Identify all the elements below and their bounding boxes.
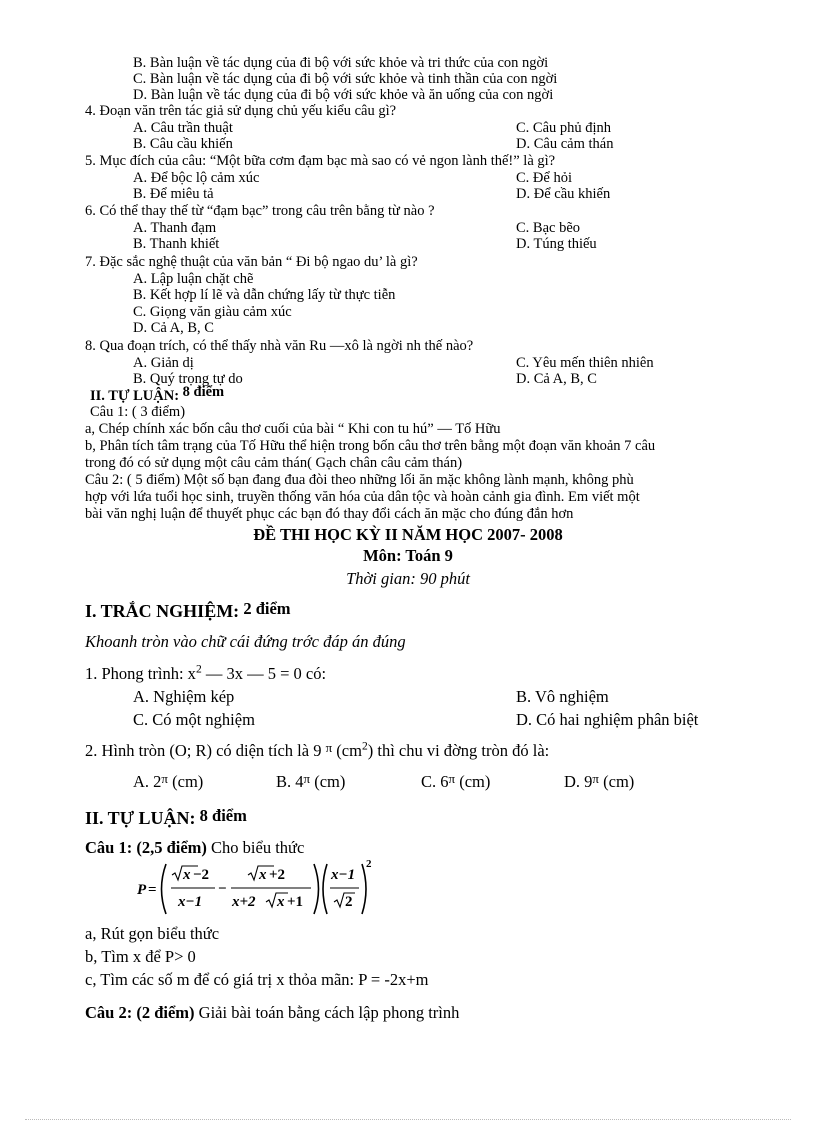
essay1-cau2-line1: Câu 2: ( 5 điểm) Một số bạn đang đua đòi theo những lối ăn mặc không lành mạnh, không phù — [85, 472, 634, 488]
pi-symbol: π — [303, 771, 311, 786]
essay-heading-2 — [85, 806, 247, 828]
math-cau2 — [85, 1005, 459, 1022]
q7-option-d: D. Cả A, B, C — [133, 320, 214, 336]
formula-paren-right-2 — [362, 864, 366, 914]
formula-num1: x — [183, 867, 191, 883]
math-cau1-a: a, Rút gọn biểu thức — [85, 924, 220, 943]
essay1-cau1-a: a, Chép chính xác bốn câu thơ cuối của bài “ Khi con tu hú” — Tố Hữu — [85, 421, 501, 437]
mc-q1-option-a: A. Nghiệm kép — [133, 687, 235, 706]
mc-q2-option-c-value: C. 6 — [421, 772, 449, 791]
formula-num1-tail: −2 — [193, 867, 210, 883]
formula-paren-right — [314, 864, 319, 914]
exam-subject: Môn: Toán 9 — [363, 546, 453, 565]
essay-heading-1 — [90, 384, 225, 404]
formula-paren-left-2 — [323, 864, 327, 914]
q6-option-b: B. Thanh khiết — [133, 236, 220, 252]
q5-option-b: B. Để miêu tả — [133, 186, 214, 202]
formula-p — [135, 858, 375, 920]
q7-question: 7. Đặc sắc nghệ thuật của văn bản “ Đi bộ ngao du’ là gì? — [85, 254, 418, 270]
math-cau2-label: Câu 2: (2 điểm) — [85, 1003, 195, 1022]
formula-den3: 2 — [345, 894, 353, 910]
mc-q2-option-a — [133, 771, 204, 791]
mc-q2-option-d-value: D. 9 — [564, 772, 593, 791]
q8-option-a: A. Giản dị — [133, 355, 194, 371]
mc-heading — [85, 599, 291, 621]
formula-num2-tail: +2 — [269, 867, 286, 883]
q7-option-b: B. Kết hợp lí lẽ và dẫn chứng lấy từ thực tiễn — [133, 287, 396, 303]
formula-num3: x−1 — [331, 867, 356, 883]
formula-minus: − — [218, 881, 227, 897]
formula-paren-left — [162, 864, 167, 914]
pi-symbol: π — [325, 740, 333, 755]
mc-q2-option-d-unit: (cm) — [599, 772, 635, 791]
q6-question: 6. Có thể thay thế từ “đạm bạc” trong câu trên bằng từ nào ? — [85, 203, 435, 219]
q8-option-d: D. Cả A, B, C — [516, 371, 597, 387]
q7-option-c: C. Giọng văn giàu cảm xúc — [133, 304, 292, 320]
formula-equals: = — [148, 882, 157, 898]
mc-q2-option-c-unit: (cm) — [455, 772, 491, 791]
mc-q2-suffix: ) thì chu vi đờng tròn đó là: — [367, 741, 550, 760]
q5-option-a: A. Để bộc lộ cảm xúc — [133, 170, 260, 186]
formula-den2-root: x — [277, 894, 285, 910]
mc-q2-option-a-unit: (cm) — [168, 772, 204, 791]
essay1-cau2-line2: hợp với lứa tuổi học sinh, truyền thống văn hóa của dân tộc và hoàn cảnh gia đình. Em viết một — [85, 489, 640, 505]
essay1-cau1-title: Câu 1: ( 3 điểm) — [90, 404, 186, 420]
mc-q2-unit: (cm — [332, 741, 362, 760]
pi-symbol: π — [161, 771, 168, 786]
q8-question: 8. Qua đoạn trích, có thể thấy nhà văn Ru —xô là ngời nh thế nào? — [85, 338, 474, 354]
mc-q1-prefix: 1. Phong trình: x — [85, 664, 196, 683]
q4-option-b: B. Câu cầu khiến — [133, 136, 233, 152]
mc-heading-label: I. TRẮC NGHIỆM: — [85, 601, 240, 621]
mc-q2-option-c — [421, 771, 491, 791]
q6-option-c: C. Bạc bẽo — [516, 220, 581, 236]
mc-q2-exponent: 2 — [361, 740, 368, 753]
q5-option-c: C. Để hỏi — [516, 170, 572, 186]
q4-option-a: A. Câu trần thuật — [133, 120, 233, 136]
math-cau1-b: b, Tìm x để P> 0 — [85, 947, 196, 966]
q7-option-a: A. Lập luận chặt chẽ — [133, 271, 254, 287]
formula-den2-tail: +1 — [287, 894, 304, 910]
formula-den2-pre: x+2 — [232, 894, 256, 910]
q5-option-d: D. Để cầu khiến — [516, 186, 611, 202]
mc-q1-question — [85, 663, 327, 683]
essay1-cau1-b-line2: trong đó có sử dụng một câu cảm thán( Gạch chân câu cảm thán) — [85, 455, 463, 471]
mc-q2-option-b — [276, 771, 346, 791]
formula-power: 2 — [366, 858, 372, 870]
q3-option-c: C. Bàn luận về tác dụng của đi bộ với sức khỏe và tinh thần của con ngời — [133, 71, 558, 87]
mc-instruction: Khoanh tròn vào chữ cái đứng trớc đáp án đúng — [85, 632, 406, 651]
q5-question: 5. Mục đích của câu: “Một bữa cơm đạm bạc mà sao có vẻ ngon lành thế!” là gì? — [85, 153, 556, 169]
mc-heading-points: 2 điểm — [243, 599, 291, 618]
mc-q2-question — [85, 740, 550, 760]
mc-q2-prefix: 2. Hình tròn (O; R) có diện tích là 9 — [85, 741, 322, 760]
math-cau2-text: Giải bài toán bằng cách lập phong trình — [194, 1003, 460, 1022]
exam-time: Thời gian: 90 phút — [346, 569, 470, 588]
q4-option-d: D. Câu cảm thán — [516, 136, 614, 152]
essay-heading-2-points: 8 điểm — [199, 806, 247, 825]
formula-lhs: P — [137, 882, 147, 898]
mc-q2-option-b-value: B. 4 — [276, 772, 304, 791]
math-cau1-label: Câu 1: (2,5 điểm) — [85, 838, 207, 857]
q6-option-a: A. Thanh đạm — [133, 220, 217, 236]
page-bottom-border — [25, 1119, 791, 1120]
math-cau1 — [85, 840, 304, 857]
exam-title: ĐỀ THI HỌC KỲ II NĂM HỌC 2007- 2008 — [253, 525, 563, 544]
q3-option-d: D. Bàn luận về tác dụng của đi bộ với sức khỏe và ăn uống của con ngời — [133, 87, 554, 103]
essay1-cau1-b-line1: b, Phân tích tâm trạng của Tố Hữu thể hiện trong bốn câu thơ trên bằng một đoạn văn khoản 7 câu — [85, 438, 656, 454]
mc-q1-option-b: B. Vô nghiệm — [516, 687, 609, 706]
essay1-cau2-line3: bài văn nghị luận để thuyết phục các bạn đó thay đổi cách ăn mặc cho đúng đắn hơn — [85, 506, 574, 522]
math-cau1-text: Cho biểu thức — [206, 838, 305, 857]
essay-heading-1-label: II. TỰ LUẬN: — [90, 388, 180, 404]
formula-num2: x — [259, 867, 267, 883]
mc-q2-option-b-unit: (cm) — [310, 772, 346, 791]
essay-heading-1-points: 8 điểm — [182, 384, 225, 400]
q3-option-b: B. Bàn luận về tác dụng của đi bộ với sức khỏe và tri thức của con ngời — [133, 55, 549, 71]
mc-q1-exponent: 2 — [195, 663, 202, 676]
mc-q1-option-c: C. Có một nghiệm — [133, 710, 255, 729]
q8-option-b: B. Quý trọng tự do — [133, 371, 243, 387]
pi-symbol: π — [448, 771, 456, 786]
q8-option-c: C. Yêu mến thiên nhiên — [516, 355, 654, 371]
mc-q1-suffix: — 3x — 5 = 0 có: — [201, 664, 327, 683]
essay-heading-2-label: II. TỰ LUẬN: — [85, 808, 196, 828]
mc-q1-option-d: D. Có hai nghiệm phân biệt — [516, 710, 699, 729]
mc-q2-option-d — [564, 771, 635, 791]
mc-q2-option-a-value: A. 2 — [133, 772, 162, 791]
q4-option-c: C. Câu phủ định — [516, 120, 612, 136]
q4-question: 4. Đoạn văn trên tác giả sử dụng chủ yếu kiểu câu gì? — [85, 103, 397, 119]
math-cau1-c: c, Tìm các số m để có giá trị x thỏa mãn: P = -2x+m — [85, 970, 429, 989]
q6-option-d: D. Túng thiếu — [516, 236, 597, 252]
formula-den1: x−1 — [178, 894, 203, 910]
pi-symbol: π — [592, 771, 599, 786]
